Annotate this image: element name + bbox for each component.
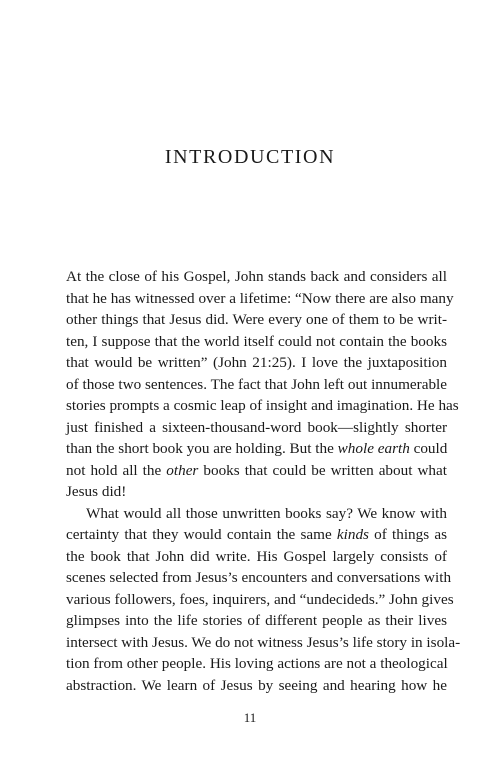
text-line: of those two sentences. The fact that John left out innumerable	[66, 375, 447, 393]
text-line: that he has witnessed over a lifetime: “Now there are also many	[66, 289, 454, 307]
text-line: intersect with Jesus. We do not witness Jesus’s life story in isola-	[66, 633, 461, 651]
text-line: that would be written” (John 21:25). I love the juxtaposition	[66, 354, 447, 371]
emphasis: kinds	[336, 526, 369, 543]
text-line: Jesus did!	[66, 483, 127, 500]
page-number: 11	[243, 710, 257, 725]
text-line: not hold all the other books that could be written about what	[66, 461, 447, 479]
text-line: glimpses into the life stories of different people as their lives	[66, 612, 447, 629]
emphasis: other	[166, 461, 199, 479]
text-line: scenes selected from Jesus’s encounters and conversations with	[66, 569, 452, 586]
text-line: ten, I suppose that the world itself could not contain the books	[66, 332, 447, 350]
text-line: than the short book you are holding. But the whole earth could	[66, 440, 448, 457]
text-line: the book that John did write. His Gospel largely consists of	[66, 547, 447, 565]
text-line: various followers, foes, inquirers, and “undecideds.” John gives	[66, 590, 454, 608]
text-line: At the close of his Gospel, John stands back and considers all	[66, 268, 447, 285]
text-line: other things that Jesus did. Were every one of them to be writ-	[66, 311, 447, 328]
text-line: just finished a sixteen-thousand-word book—slightly shorter	[66, 418, 447, 436]
text-line: What would all those unwritten books say? We know with	[86, 504, 447, 522]
chapter-title: INTRODUCTION	[164, 146, 336, 168]
text-line: tion from other people. His loving actions are not a theological	[66, 655, 448, 672]
text-line: abstraction. We learn of Jesus by seeing and hearing how he	[66, 676, 447, 694]
text-line: certainty that they would contain the same kinds of things as	[66, 526, 447, 543]
emphasis: whole earth	[337, 440, 410, 457]
text-line: stories prompts a cosmic leap of insight and imagination. He has	[66, 397, 459, 414]
body-text	[66, 266, 461, 696]
